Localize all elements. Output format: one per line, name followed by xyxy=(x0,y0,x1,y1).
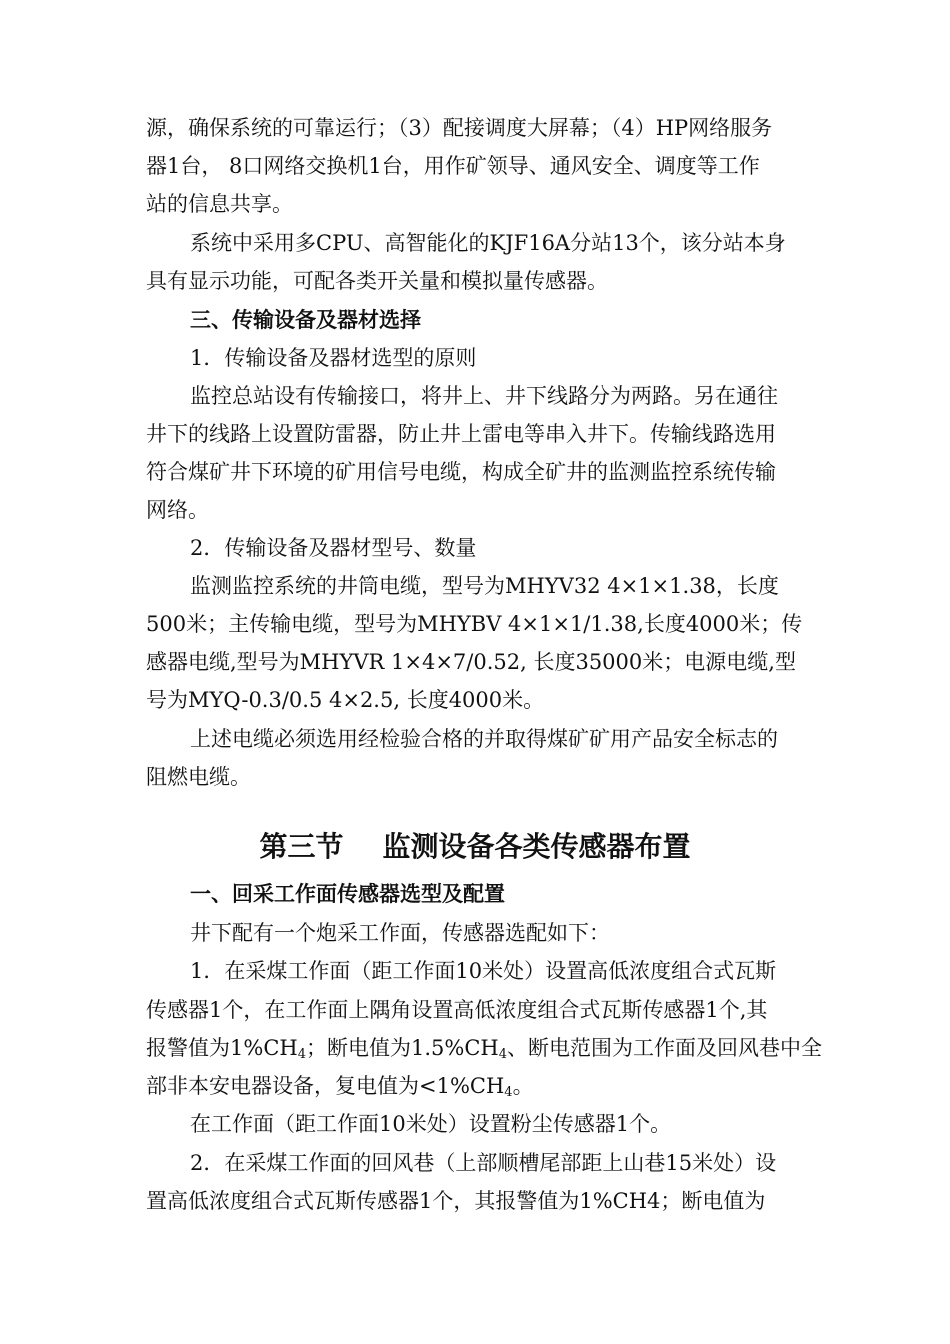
paragraph-line: 号为MYQ-0.3/0.5 4×2.5, 长度4000米。 xyxy=(146,688,545,712)
paragraph-line: 站的信息共享。 xyxy=(146,192,293,216)
paragraph-line: 在工作面（距工作面10米处）设置粉尘传感器1个。 xyxy=(190,1112,672,1136)
paragraph-line: 感器电缆,型号为MHYVR 1×4×7/0.52, 长度35000米；电源电缆,型 xyxy=(146,650,796,674)
paragraph-line: 监测监控系统的井筒电缆，型号为MHYV32 4×1×1.38，长度 xyxy=(190,574,779,598)
paragraph-line: 井下配有一个炮采工作面，传感器选配如下： xyxy=(190,921,610,945)
paragraph-line: 监控总站设有传输接口，将井上、井下线路分为两路。另在通往 xyxy=(190,384,778,408)
subsection-heading: 三、传输设备及器材选择 xyxy=(190,307,421,332)
text-run: 、断电范围为工作面及回风巷中全 xyxy=(507,1036,822,1060)
text-run: 报警值为1%CH xyxy=(146,1036,298,1060)
text-run: 部非本安电器设备，复电值为<1%CH xyxy=(146,1074,505,1098)
paragraph-line: 具有显示功能，可配各类开关量和模拟量传感器。 xyxy=(146,269,608,293)
paragraph-line xyxy=(146,1071,534,1108)
paragraph-line: 系统中采用多CPU、高智能化的KJF16A分站13个，该分站本身 xyxy=(190,231,786,255)
paragraph-line: 上述电缆必须选用经检验合格的并取得煤矿矿用产品安全标志的 xyxy=(190,727,778,751)
paragraph-line: 2．在采煤工作面的回风巷（上部顺槽尾部距上山巷15米处）设 xyxy=(190,1151,777,1175)
paragraph-line: 符合煤矿井下环境的矿用信号电缆，构成全矿井的监测监控系统传输 xyxy=(146,460,776,484)
subscript: 4 xyxy=(297,1047,306,1062)
section-title: 第三节 监测设备各类传感器布置 xyxy=(259,830,691,863)
numbered-heading: 1．传输设备及器材选型的原则 xyxy=(190,346,477,370)
paragraph-line: 置高低浓度组合式瓦斯传感器1个，其报警值为1%CH4；断电值为 xyxy=(146,1189,766,1213)
paragraph-line: 器1台， 8口网络交换机1台，用作矿领导、通风安全、调度等工作 xyxy=(146,154,760,178)
paragraph-line xyxy=(146,1033,822,1070)
text-run: 。 xyxy=(512,1074,534,1098)
paragraph-line: 网络。 xyxy=(146,498,209,522)
paragraph-line: 源，确保系统的可靠运行；（3）配接调度大屏幕；（4）HP网络服务 xyxy=(146,116,773,140)
numbered-heading: 2．传输设备及器材型号、数量 xyxy=(190,536,477,560)
subsection-heading: 一、回采工作面传感器选型及配置 xyxy=(190,881,505,906)
paragraph-line: 传感器1个，在工作面上隅角设置高低浓度组合式瓦斯传感器1个,其 xyxy=(146,998,768,1022)
paragraph-line: 井下的线路上设置防雷器，防止井上雷电等串入井下。传输线路选用 xyxy=(146,422,776,446)
paragraph-line: 500米；主传输电缆，型号为MHYBV 4×1×1/1.38,长度4000米；传 xyxy=(146,612,803,636)
paragraph-line: 1．在采煤工作面（距工作面10米处）设置高低浓度组合式瓦斯 xyxy=(190,959,777,983)
subscript: 4 xyxy=(504,1085,513,1100)
paragraph-line: 阻燃电缆。 xyxy=(146,765,251,789)
subscript: 4 xyxy=(498,1047,507,1062)
text-run: ；断电值为1.5%CH xyxy=(305,1036,499,1060)
